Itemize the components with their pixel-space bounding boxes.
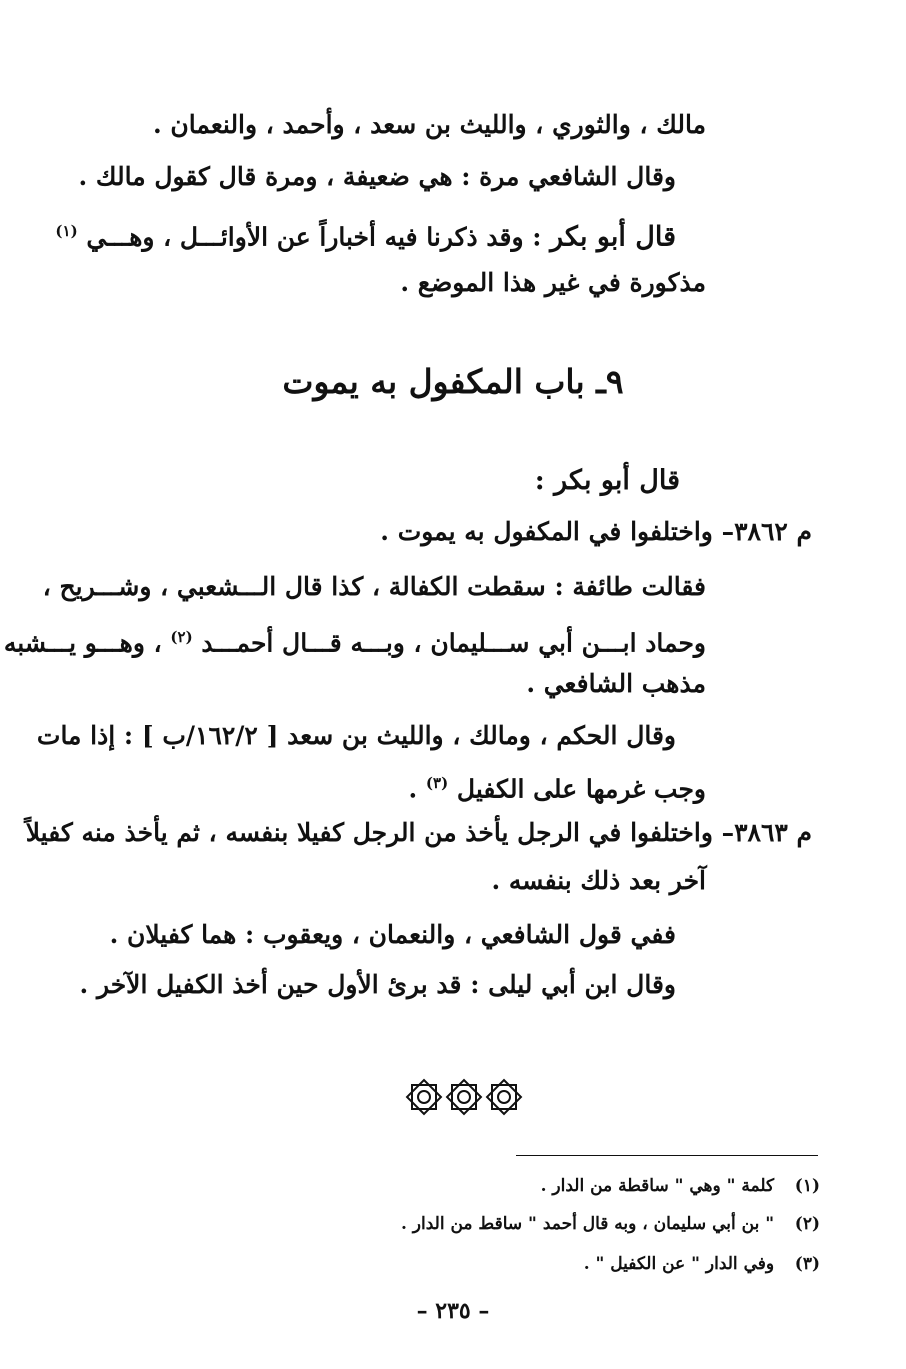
entry-line: مذهب الشافعي . <box>526 669 706 698</box>
footnote-text: " بن أبي سليمان ، وبه قال أحمد " ساقط من الدار . <box>400 1214 775 1234</box>
footnote-number: (٣) <box>794 1254 820 1274</box>
paragraph-line <box>55 214 676 254</box>
paragraph-line: مذكورة في غير هذا الموضع . <box>400 268 706 297</box>
paragraph-line: مالك ، والثوري ، والليث بن سعد ، وأحمد ، والنعمان . <box>153 110 706 139</box>
footnote-text: وفي الدار " عن الكفيل " . <box>583 1254 775 1274</box>
entry-line: ففي قول الشافعي ، والنعمان ، ويعقوب : هما كفيلان . <box>109 920 676 949</box>
entry-line <box>3 620 706 660</box>
paragraph-line: وقال الشافعي مرة : هي ضعيفة ، ومرة قال كقول مالك . <box>78 162 676 191</box>
entry-text: وحماد ابـــن أبي ســـليمان ، وبـــه قـــال أحمـــد <box>192 628 706 658</box>
octagram-star-ornament-icon <box>404 1078 524 1116</box>
footnote-ref: (٢) <box>170 628 193 646</box>
footnote-divider <box>516 1155 818 1156</box>
footnote-ref: (١) <box>55 222 78 240</box>
section-heading: ٩ـ باب المكفول به يموت <box>282 362 624 401</box>
entry-text: وجب غرمها على الكفيل <box>448 774 706 804</box>
paragraph-text: : وقد ذكرنا فيه أخباراً عن الأوائـــل ، وهـــي <box>77 222 551 252</box>
entry-line <box>408 766 706 806</box>
page-number: – ٢٣٥ – <box>416 1298 490 1324</box>
footnote-ref: (٣) <box>425 774 449 792</box>
speaker-label: قال أبو بكر <box>550 221 676 253</box>
footnote-number: (١) <box>794 1176 820 1196</box>
speaker-label: قال أبو بكر : <box>534 465 680 496</box>
entry-line: م ٣٨٦٣– واختلفوا في الرجل يأخذ من الرجل كفيلا بنفسه ، ثم يأخذ منه كفيلاً <box>25 818 812 847</box>
entry-text: . <box>408 774 426 804</box>
entry-text: ، وهـــو يـــشبه <box>3 628 171 658</box>
footnote-number: (٢) <box>794 1214 820 1234</box>
entry-line: وقال ابن أبي ليلى : قد برئ الأول حين أخذ الكفيل الآخر . <box>79 970 676 999</box>
footnote-text: كلمة " وهي " ساقطة من الدار . <box>540 1176 775 1196</box>
footnote <box>584 1254 820 1274</box>
footnote <box>401 1214 820 1234</box>
entry-line: م ٣٨٦٢– واختلفوا في المكفول به يموت . <box>380 517 812 546</box>
entry-line: فقالت طائفة : سقطت الكفالة ، كذا قال الـــشعبي ، وشـــريح ، <box>42 572 706 601</box>
entry-line: آخر بعد ذلك بنفسه . <box>491 866 706 895</box>
entry-line: وقال الحكم ، ومالك ، والليث بن سعد [ ١٦٢/٢/ب ] : إذا مات <box>36 721 676 750</box>
footnote <box>541 1176 820 1196</box>
